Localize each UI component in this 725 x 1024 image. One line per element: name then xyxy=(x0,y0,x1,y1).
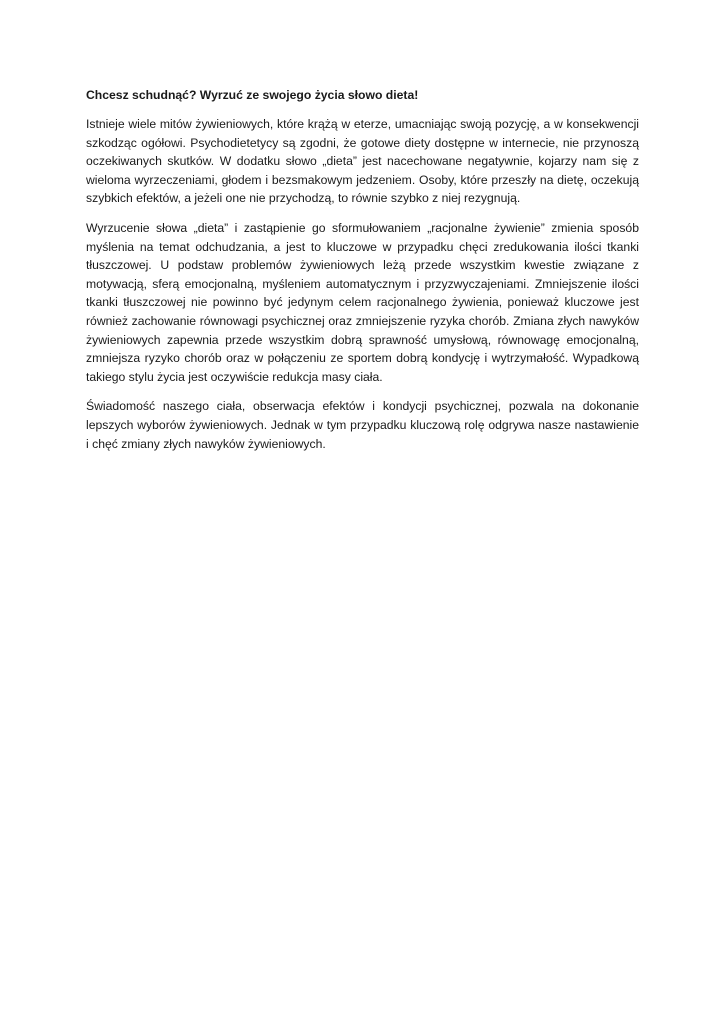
document-body xyxy=(86,86,639,464)
paragraph-2: Wyrzucenie słowa „dieta” i zastąpienie go sformułowaniem „racjonalne żywienie” zmienia sposób myślenia na temat odchudzania, a jest to kluczowe w przypadku chęci zredukowania ilości tkanki tłuszczowej. U podstaw problemów żywieniowych leżą przede wszystkim kwestie związane z motywacją, sferą emocjonalną, myśleniem automatycznym i przyzwyczajeniami. Zmniejszenie ilości tkanki tłuszczowej nie powinno być jedynym celem racjonalnego żywienia, ponieważ kluczowe jest również zachowanie równowagi psychicznej oraz zmniejszenie ryzyka chorób. Zmiana złych nawyków żywieniowych zapewnia przede wszystkim dobrą sprawność umysłową, równowagę emocjonalną, zmniejsza ryzyko chorób oraz w połączeniu ze sportem dobrą kondycję i wytrzymałość. Wypadkową takiego stylu życia jest oczywiście redukcja masy ciała. xyxy=(86,220,639,384)
paragraph-1: Istnieje wiele mitów żywieniowych, które krążą w eterze, umacniając swoją pozycję, a w konsekwencji szkodząc ogółowi. Psychodietetycy są zgodni, że gotowe diety dostępne w internecie, nie przynoszą oczekiwanych skutków. W dodatku słowo „dieta” jest nacechowane negatywnie, kojarzy nam się z wieloma wyrzeczeniami, głodem i bezsmakowym jedzeniem. Osoby, które przeszły na dietę, oczekują szybkich efektów, a jeżeli one nie przychodzą, to równie szybko z niej rezygnują. xyxy=(86,117,639,206)
document-title: Chcesz schudnąć? Wyrzuć ze swojego życia słowo dieta! xyxy=(86,88,419,102)
paragraph-3: Świadomość naszego ciała, obserwacja efektów i kondycji psychicznej, pozwala na dokonanie lepszych wyborów żywieniowych. Jednak w tym przypadku kluczową rolę odgrywa nasze nastawienie i chęć zmiany złych nawyków żywieniowych. xyxy=(86,399,639,451)
